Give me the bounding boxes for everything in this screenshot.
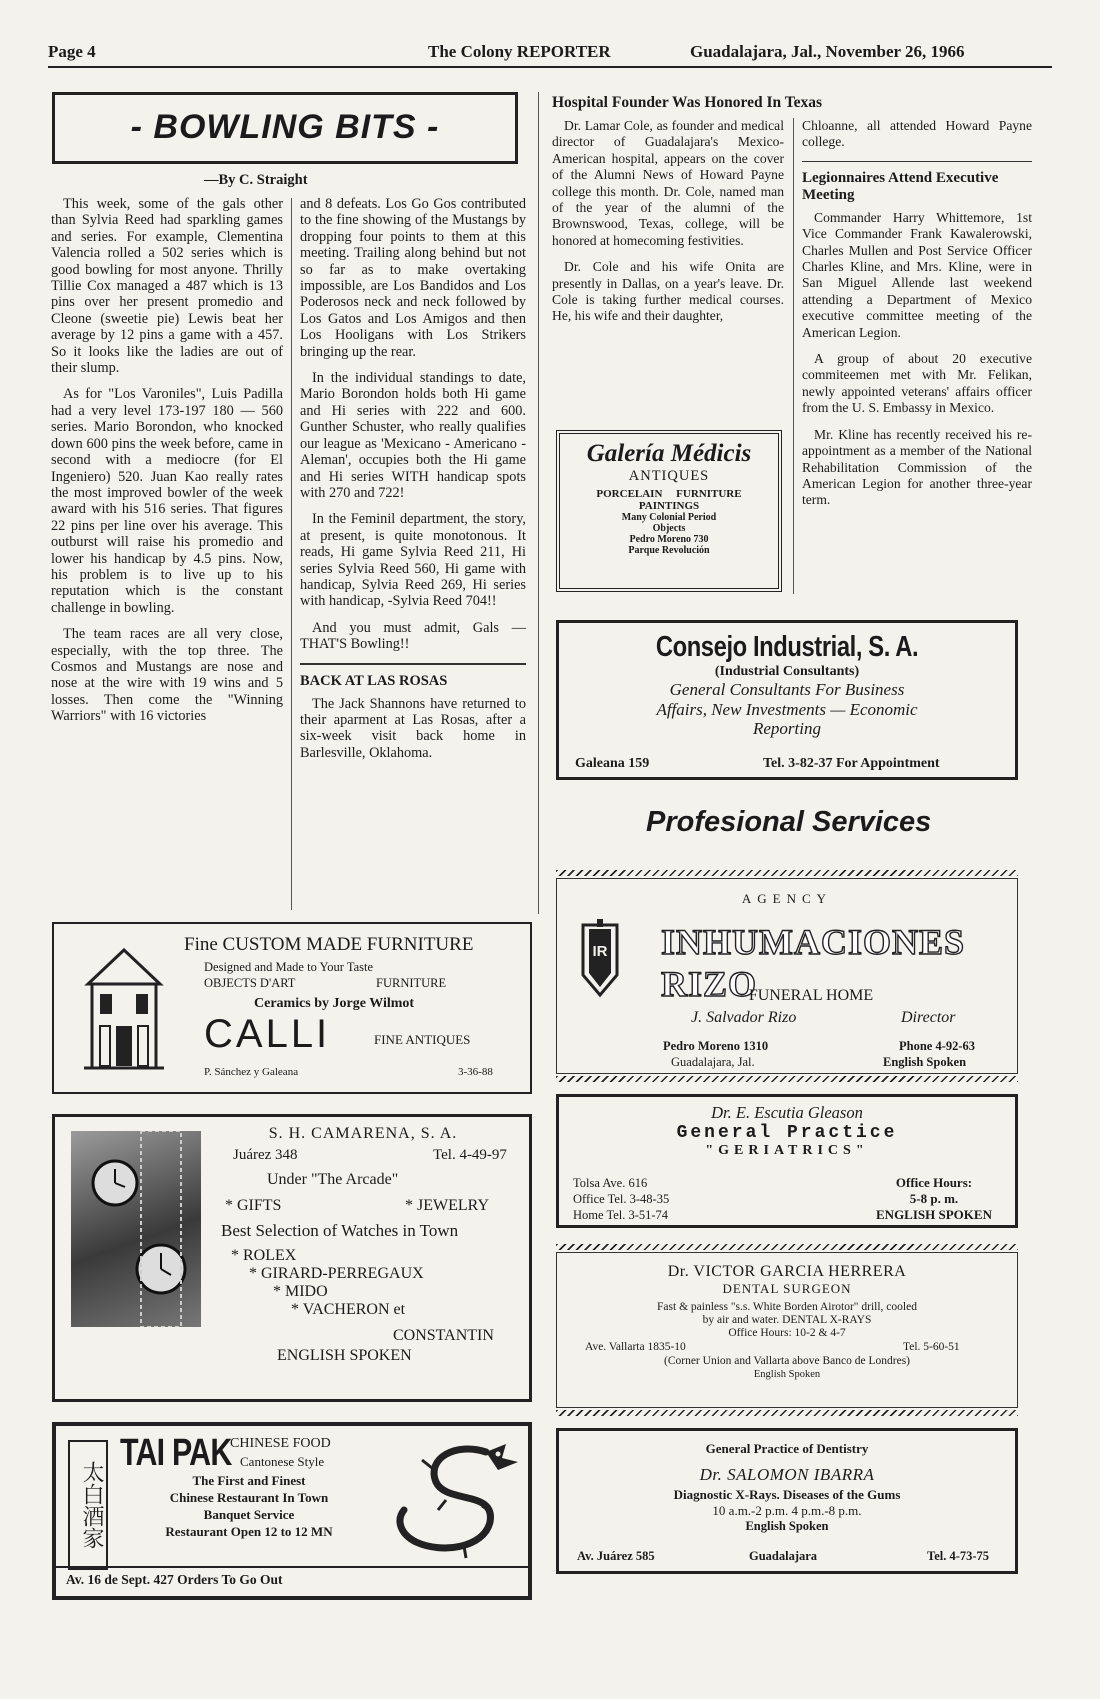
camarena-vacheron: * VACHERON et [291,1301,406,1318]
consejo-name: Consejo Industrial, S. A. [655,631,919,663]
camarena-gifts: * GIFTS [225,1197,282,1214]
rizo-name: INHUMACIONES RIZO [661,922,966,1004]
calli-address: P. Sánchez y Galeana [204,1066,299,1078]
calli-line: Designed and Made to Your Taste [204,960,374,974]
escutia-address: Tolsa Ave. 616 [573,1176,648,1190]
paragraph: The team races are all very close, especially, with the top three. The Cosmos and Mustangs are nose and nose at the wire with 19 wins and 5 losses. Then come the "Winning Warriors" with 16 victories [51,626,283,725]
rizo-ad [556,878,1018,1074]
garcia-address: Ave. Vallarta 1835-10 [585,1341,686,1353]
paragraph: And you must admit, Gals — THAT'S Bowling!! [300,619,526,653]
taipak-chinese: 太白酒家 [68,1440,108,1570]
rizo-person: J. Salvador Rizo [691,1009,797,1026]
camarena-tel: Tel. 4-49-97 [433,1147,507,1163]
camarena-address: Juárez 348 [233,1147,298,1163]
camarena-best: Best Selection of Watches in Town [221,1221,459,1240]
border-ornament [556,1410,1018,1416]
calli-tel: 3-36-88 [458,1066,493,1078]
newspaper-name: The Colony REPORTER [428,42,611,61]
taipak-name: TAI PAK [120,1432,232,1474]
bowling-column-2 [300,196,526,771]
garcia-line: by air and water. DENTAL X-RAYS [702,1314,872,1326]
camarena-rolex: * ROLEX [231,1247,297,1264]
ibarra-hours: 10 a.m.-2 p.m. 4 p.m.-8 p.m. [712,1503,862,1518]
paragraph: As for "Los Varoniles", Luis Padilla had a very level 173-197 180 — 560 series. Mario Borondon, who knocked down 600 pins the week before, came in second with a mediocre (for El Ingeniero) 520. Juan Kao really rates the most improved bowler of the week award with his 516 series. That figures 22 pins per line over his average. This outburst will raise his promedio and lower his handicap by 4.5 pins. Now, his problem is to live up to his reputation which is the constant challenge in bowling. [51,386,283,616]
calli-ad [52,922,532,1094]
taipak-hours: Restaurant Open 12 to 12 MN [165,1524,333,1539]
galeria-ad [556,430,782,592]
services-heading: Profesional Services [646,806,932,838]
border-ornament [556,1076,1018,1082]
page-number: Page 4 [48,42,96,61]
escutia-english: ENGLISH SPOKEN [876,1207,992,1222]
paragraph: Chloanne, all attended Howard Payne college. [802,118,1032,150]
taipak-ad [52,1422,532,1600]
garcia-line: Fast & painless "s.s. White Borden Airotor" drill, cooled [657,1301,917,1313]
paragraph: Dr. Cole and his wife Onita are presently in Dallas, on a year's leave. Dr. Cole is taking further medical courses. He, his wife and their daughter, [552,259,784,324]
galeria-furniture: FURNITURE [676,488,742,500]
galeria-paintings: PAINTINGS [638,500,700,512]
divider [802,161,1032,162]
galeria-park: Parque Revolución [628,545,710,556]
calli-objects: OBJECTS D'ART [204,976,296,990]
rosas-text: The Jack Shannons have returned to their aparment at Las Rosas, after a six-week visit back home in Barlesville, Oklahoma. [300,695,526,761]
header-rule [48,66,1052,68]
watches-photo [71,1131,201,1327]
taipak-style: Cantonese Style [240,1454,325,1469]
calli-ceramics: Ceramics by Jorge Wilmot [254,996,415,1011]
rizo-city: Guadalajara, Jal. [671,1055,755,1069]
consejo-line: General Consultants For Business [669,680,905,699]
divider [56,1566,528,1568]
paragraph: In the Feminil department, the story, at present, is quite monotonous. It reads, Hi game Sylvia Reed 211, Hi series Sylvia Reed 560, Hi game with handicap, Sylvia Reed 269, Hi series with handicap, -Sylvia Reed 704!! [300,511,526,610]
rizo-phone: Phone 4-92-63 [899,1039,976,1053]
galeria-antiques: ANTIQUES [628,468,710,484]
camarena-girard: * GIRARD-PERREGAUX [249,1265,424,1282]
camarena-mido: * MIDO [273,1283,328,1300]
paragraph: Mr. Kline has recently received his re-appointment as a member of the National Rehabilitation Commission of the American Legion for another three-year term. [802,426,1032,508]
consejo-address: Galeana 159 [575,756,650,771]
garcia-tel: Tel. 5-60-51 [903,1341,960,1353]
escutia-address-block [573,1175,669,1223]
escutia-name: Dr. E. Escutia Gleason [711,1103,863,1122]
ibarra-name: Dr. SALOMON IBARRA [699,1465,875,1484]
byline: —By C. Straight [204,172,308,188]
ibarra-line: General Practice of Dentistry [705,1441,869,1456]
paragraph: and 8 defeats. Los Go Gos contributed to the fine showing of the Mustangs by dropping four points to them at this meeting. Trailing along behind but not so far as to make overtaking impossible, are Los Bandidos and Los Poderosos neck and neck followed by Los Gatos and Los Amigos and then Los Hooligans with Los Strikers bringing up the rear. [300,196,526,360]
taipak-food: CHINESE FOOD [230,1436,331,1451]
paragraph: A group of about 20 executive commiteemen met with Mr. Felikan, newly appointed veterans' affairs officer from the U. S. Embassy in Mexico. [802,351,1032,416]
garcia-ad [556,1252,1018,1408]
taipak-line: The First and Finest [192,1473,306,1488]
camarena-constantin: CONSTANTIN [393,1327,494,1344]
hospital-title: Hospital Founder Was Honored In Texas [552,94,823,111]
hospital-col-1 [552,118,784,335]
escutia-gp: General Practice [676,1123,898,1143]
dateline: Guadalajara, Jal., November 26, 1966 [690,42,965,61]
rosas-title: BACK AT LAS ROSAS [300,672,448,689]
column-rule [291,198,292,910]
rizo-address: Pedro Moreno 1310 [663,1039,769,1053]
garcia-title: DENTAL SURGEON [722,1281,852,1296]
galeria-line [560,488,778,500]
calli-furniture: FURNITURE [376,976,447,990]
hospital-col-2 [802,118,1032,519]
ibarra-ad [556,1428,1018,1574]
galeria-objects: Objects [652,523,686,534]
calli-fine: FINE ANTIQUES [374,1032,471,1047]
garcia-hours: Office Hours: 10-2 & 4-7 [728,1327,846,1339]
taipak-line: Chinese Restaurant In Town [169,1490,329,1505]
dragon-icon [386,1438,526,1564]
calli-name: CALLI [204,1012,331,1056]
border-ornament [556,1244,1018,1250]
watch-icon [71,1131,201,1327]
bowling-title-box [52,92,518,164]
escutia-office-tel: Office Tel. 3-48-35 [573,1192,670,1206]
border-ornament [556,870,1018,876]
taipak-line: Banquet Service [203,1507,295,1522]
camarena-name: S. H. CAMARENA, S. A. [268,1125,458,1142]
legion-title: Legionnaires Attend Executive Meeting [802,169,999,203]
taipak-address: Av. 16 de Sept. 427 Orders To Go Out [66,1572,283,1587]
building-icon [82,946,166,1070]
galeria-porcelain: PORCELAIN [596,488,663,500]
rizo-badge-text: IR [592,943,608,960]
column-rule [538,92,539,914]
paragraph: Commander Harry Whittemore, 1st Vice Commander Frank Kawalerowski, Charles Mullen and Post Service Officer Charles Kline, and Mrs. Kline, were in San Miguel Allende last weekend attending a Department of Mexico executive committee meeting of the American Legion. [802,209,1032,340]
paragraph: Dr. Lamar Cole, as founder and medical director of Guadalajara's Mexico-American hospital, appears on the cover of the Alumni News of Howard Payne college this month. Dr. Cole, named man of the year of the alumni of the Brownswood, Texas, college, will be honored at homecoming festivities. [552,118,784,248]
rizo-role: Director [901,1009,956,1026]
rizo-agency: AGENCY [741,891,833,906]
escutia-ad [556,1094,1018,1228]
camarena-arcade: Under "The Arcade" [267,1171,399,1188]
galeria-name: Galería Médicis [586,440,752,467]
consejo-line: Affairs, New Investments — Economic [656,700,918,719]
consejo-sub: (Industrial Consultants) [714,664,860,679]
ibarra-tel: Tel. 4-73-75 [927,1549,990,1563]
rizo-badge [577,919,623,999]
ibarra-city: Guadalajara [749,1549,818,1563]
escutia-geriatrics: "GERIATRICS" [705,1143,869,1158]
bowling-column-1 [51,196,283,735]
taipak-lines [126,1472,372,1540]
rizo-english: English Spoken [883,1055,967,1069]
garcia-corner: (Corner Union and Vallarta above Banco de Londres) [664,1355,910,1367]
escutia-hours-label: Office Hours: [895,1175,973,1190]
consejo-ad [556,620,1018,780]
escutia-home-tel: Home Tel. 3-51-74 [573,1208,669,1222]
escutia-hours-block [859,1175,1009,1223]
camarena-ad [52,1114,532,1402]
paragraph: In the individual standings to date, Mario Borondon holds both Hi game and Hi series with 222 and 600. Gunther Schuster, who really qualifies our league as 'Mexicano - Americano - Aleman', occupies both the Hi game and Hi series WITH handicap spots with 270 and 722! [300,370,526,501]
ibarra-english: English Spoken [745,1519,829,1533]
camarena-english: ENGLISH SPOKEN [277,1347,412,1364]
ibarra-line: Diagnostic X-Rays. Diseases of the Gums [673,1487,901,1502]
bowling-title: - BOWLING BITS - [130,108,440,146]
galeria-address: Pedro Moreno 730 [629,534,709,545]
consejo-line: Reporting [753,719,821,738]
garcia-english: English Spoken [753,1369,821,1380]
paragraph: This week, some of the gals other than Sylvia Reed had sparkling games and series. For example, Clementina Valencia rolled a 502 series which is good bowling for most anyone. Thrilly Tillie Cox managed a 487 which is 13 pins over her present promedio and Cleone (sweetie pie) Lewis beat her average by 12 pins a game with a 457. So it looks like the ladies are out of their slump. [51,196,283,377]
column-rule [793,118,794,594]
garcia-address-line [557,1340,1017,1355]
rizo-home: FUNERAL HOME [748,987,874,1004]
calli-line: Fine CUSTOM MADE FURNITURE [184,934,474,955]
consejo-tel: Tel. 3-82-37 For Appointment [763,756,940,771]
garcia-name: Dr. VICTOR GARCIA HERRERA [667,1263,907,1280]
ibarra-address: Av. Juárez 585 [577,1549,655,1563]
escutia-hours: 5-8 p. m. [909,1191,959,1206]
galeria-colonial: Many Colonial Period [621,512,717,523]
camarena-jewelry: * JEWELRY [405,1197,489,1214]
divider [300,663,526,665]
